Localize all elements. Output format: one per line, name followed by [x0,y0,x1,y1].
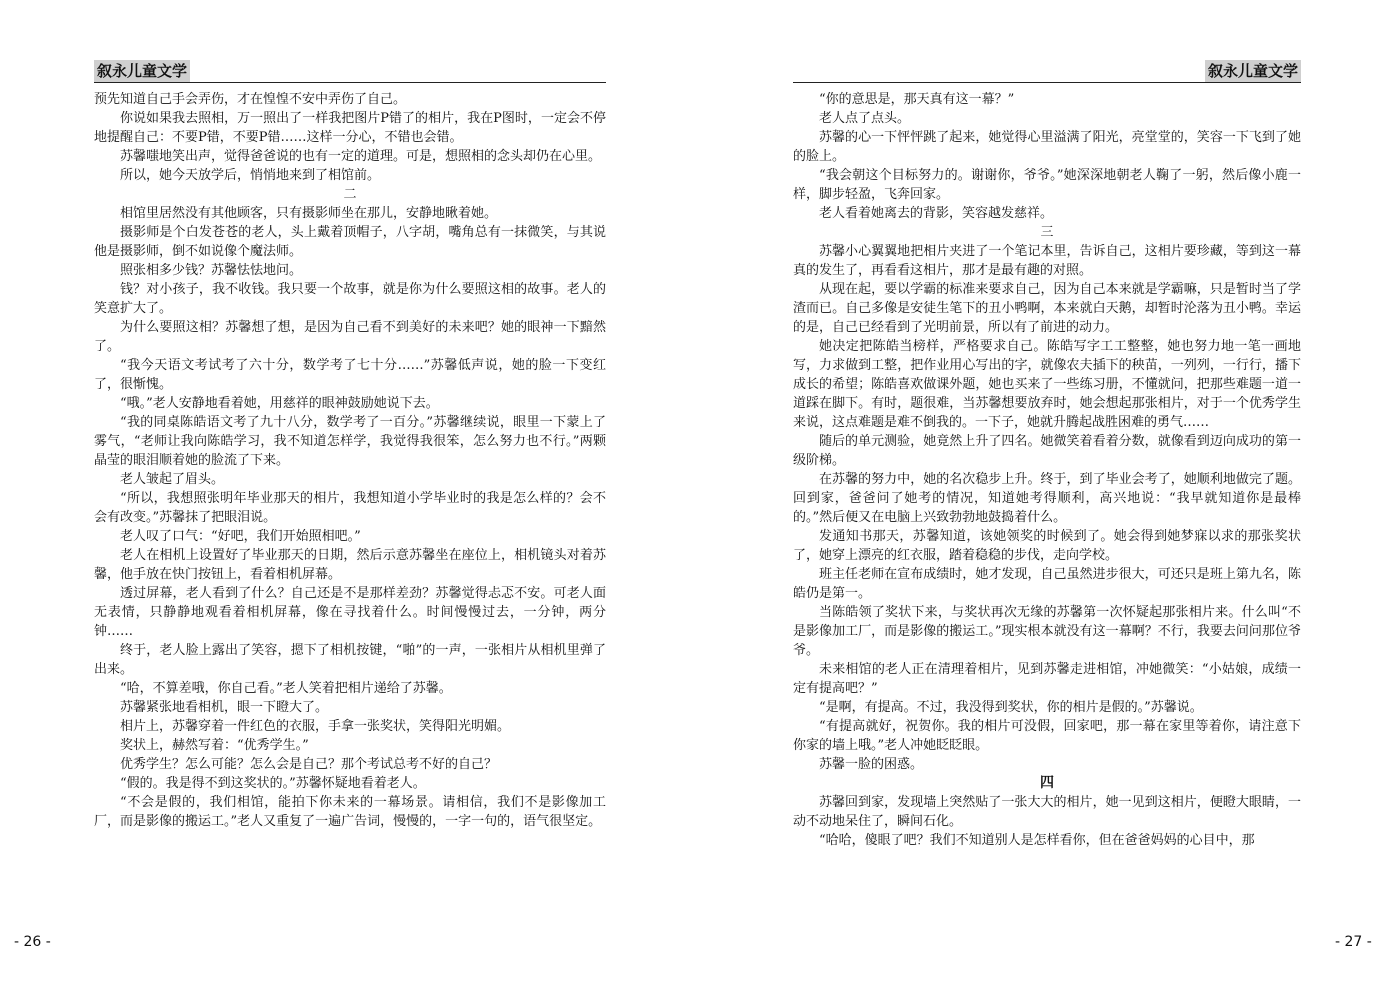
right-page-header [793,60,1301,83]
paragraph: “你的意思是，那天真有这一幕？” [819,92,1015,107]
paragraph: 照张相多少钱？苏馨怯怯地问。 [120,263,303,278]
paragraph: 相馆里居然没有其他顾客，只有摄影师坐在那儿，安静地瞅着她。 [120,206,498,221]
paragraph: 发通知书那天，苏馨知道，该她领奖的时候到了。她会得到她梦寐以求的那张奖状了，她穿上漂亮的红衣服，踏着稳稳的步伐，走向学校。 [793,529,1301,563]
paragraph: 班主任老师在宣布成绩时，她才发现，自己虽然进步很大，可还只是班上第九名，陈皓仍是第一。 [793,567,1301,601]
section-heading: 三 [1040,225,1054,240]
paragraph: 为什么要照这相？苏馨想了想，是因为自己看不到美好的未来吧？她的眼神一下黯然了。 [94,320,606,354]
paragraph: 终于，老人脸上露出了笑容，摁下了相机按键，“啪”的一声，一张相片从相机里弹了出来。 [94,643,606,677]
paragraph: “假的。我是得不到这奖状的。”苏馨怀疑地看着老人。 [120,776,426,791]
paragraph: “我的同桌陈皓语文考了九十八分，数学考了一百分。”苏馨继续说，眼里一下蒙上了雾气，“老师让我向陈皓学习，我不知道怎样学，我觉得我很笨，怎么努力也不行。”两颗晶莹的眼泪顺着她的脸流了下来。 [94,415,606,468]
paragraph: 优秀学生？怎么可能？怎么会是自己？那个考试总考不好的自己？ [120,757,498,772]
paragraph: 老人在相机上设置好了毕业那天的日期，然后示意苏馨坐在座位上，相机镜头对着苏馨，他手放在快门按钮上，看着相机屏幕。 [94,548,606,582]
paragraph: 老人皱起了眉头。 [120,472,225,487]
paragraph: 苏馨嗤地笑出声，觉得爸爸说的也有一定的道理。可是，想照相的念头却仍在心里。 [120,149,602,164]
paragraph: 奖状上，赫然写着：“优秀学生。” [120,738,309,753]
paragraph: 相片上，苏馨穿着一件红色的衣服，手拿一张奖状，笑得阳光明媚。 [120,719,511,734]
paragraph: “有提高就好，祝贺你。我的相片可没假，回家吧，那一幕在家里等着你，请注意下你家的墙上哦。”老人冲她眨眨眼。 [793,719,1301,753]
paragraph: “所以，我想照张明年毕业那天的相片，我想知道小学毕业时的我是怎么样的？会不会有改变。”苏馨抹了把眼泪说。 [94,491,606,525]
paragraph: “不会是假的，我们相馆，能拍下你未来的一幕场景。请相信，我们不是影像加工厂，而是影像的搬运工。”老人又重复了一遍广告词，慢慢的，一字一句的，语气很坚定。 [94,795,606,829]
paragraph: 在苏馨的努力中，她的名次稳步上升。终于，到了毕业会考了，她顺利地做完了题。回到家，爸爸问了她考的情况，知道她考得顺利，高兴地说：“我早就知道你是最棒的。”然后便又在电脑上兴致勃勃地鼓捣着什么。 [793,472,1301,525]
paragraph: 她决定把陈皓当榜样，严格要求自己。陈皓写字工工整整，她也努力地一笔一画地写，力求做到工整，把作业用心写出的字，就像农夫插下的秧苗，一列列，一行行，播下成长的希望；陈皓喜欢做课外题，她也买来了一些练习册，不懂就问，把那些难题一道一道踩在脚下。有时，题很难，当苏馨想要放弃时，她会想起那张相片，对于一个优秀学生来说，这点难题是难不倒我的。一下子，她就升腾起战胜困难的勇气…… [793,339,1301,430]
paragraph: “哈哈，傻眼了吧？我们不知道别人是怎样看你，但在爸爸妈妈的心目中，那 [819,833,1255,848]
paragraph: “我会朝这个目标努力的。谢谢你，爷爷。”她深深地朝老人鞠了一躬，然后像小鹿一样，脚步轻盈，飞奔回家。 [793,168,1301,202]
left-header-title: 叙永儿童文学 [94,60,190,82]
paragraph: 预先知道自己手会弄伤，才在惶惶不安中弄伤了自己。 [94,92,407,107]
section-heading: 四 [1040,775,1054,791]
left-page-number: - 26 - [14,934,51,950]
paragraph: 摄影师是个白发苍苍的老人，头上戴着顶帽子，八字胡，嘴角总有一抹微笑，与其说他是摄影师，倒不如说像个魔法师。 [94,225,606,259]
paragraph: “哈，不算差哦，你自己看。”老人笑着把相片递给了苏馨。 [120,681,452,696]
paragraph: 随后的单元测验，她竟然上升了四名。她微笑着看着分数，就像看到迈向成功的第一级阶梯。 [793,434,1301,468]
paragraph: 老人点了点头。 [819,111,911,126]
paragraph: 未来相馆的老人正在清理着相片，见到苏馨走进相馆，冲她微笑：“小姑娘，成绩一定有提高吧？” [793,662,1301,696]
paragraph: 苏馨的心一下怦怦跳了起来，她觉得心里溢满了阳光，亮堂堂的，笑容一下飞到了她的脸上。 [793,130,1301,164]
paragraph: 从现在起，要以学霸的标准来要求自己，因为自己本来就是学霸嘛，只是暂时当了学渣而已。自己多像是安徒生笔下的丑小鸭啊，本来就白天鹅，却暂时沦落为丑小鸭。幸运的是，自己已经看到了光明前景，所以有了前进的动力。 [793,282,1301,335]
paragraph: 苏馨一脸的困惑。 [819,757,924,772]
paragraph: 你说如果我去照相，万一照出了一样我把图片P错了的相片，我在P图时，一定会不停地提醒自己：不要P错，不要P错……这样一分心，不错也会错。 [94,111,606,145]
paragraph: 老人看着她离去的背影，笑容越发慈祥。 [819,206,1054,221]
left-page-body [94,90,606,831]
paragraph: 老人叹了口气：“好吧，我们开始照相吧。” [120,529,361,544]
paragraph: 所以，她今天放学后，悄悄地来到了相馆前。 [120,168,381,183]
right-page-number: - 27 - [1335,934,1372,950]
paragraph: 苏馨小心翼翼地把相片夹进了一个笔记本里，告诉自己，这相片要珍藏，等到这一幕真的发生了，再看看这相片，那才是最有趣的对照。 [793,244,1301,278]
right-header-title: 叙永儿童文学 [1205,60,1301,82]
section-heading: 二 [343,187,357,202]
paragraph: 苏馨紧张地看相机，眼一下瞪大了。 [120,700,329,715]
paragraph: “我今天语文考试考了六十分，数学考了七十分……”苏馨低声说，她的脸一下变红了，很惭愧。 [94,358,606,392]
paragraph: “是啊，有提高。不过，我没得到奖状，你的相片是假的。”苏馨说。 [819,700,1203,715]
left-page-header [94,60,606,83]
paragraph: 透过屏幕，老人看到了什么？自己还是不是那样差劲？苏馨觉得忐忑不安。可老人面无表情，只静静地观看着相机屏幕，像在寻找着什么。时间慢慢过去，一分钟，两分钟…… [94,586,606,639]
paragraph: 苏馨回到家，发现墙上突然贴了一张大大的相片，她一见到这相片，便瞪大眼睛，一动不动地呆住了，瞬间石化。 [793,795,1301,829]
paragraph: 钱？对小孩子，我不收钱。我只要一个故事，就是你为什么要照这相的故事。老人的笑意扩大了。 [94,282,606,316]
paragraph: “哦。”老人安静地看着她，用慈祥的眼神鼓励她说下去。 [120,396,439,411]
right-page-body [793,90,1301,850]
paragraph: 当陈皓领了奖状下来，与奖状再次无缘的苏馨第一次怀疑起那张相片来。什么叫“不是影像加工厂，而是影像的搬运工。”现实根本就没有这一幕啊？不行，我要去问问那位爷爷。 [793,605,1301,658]
